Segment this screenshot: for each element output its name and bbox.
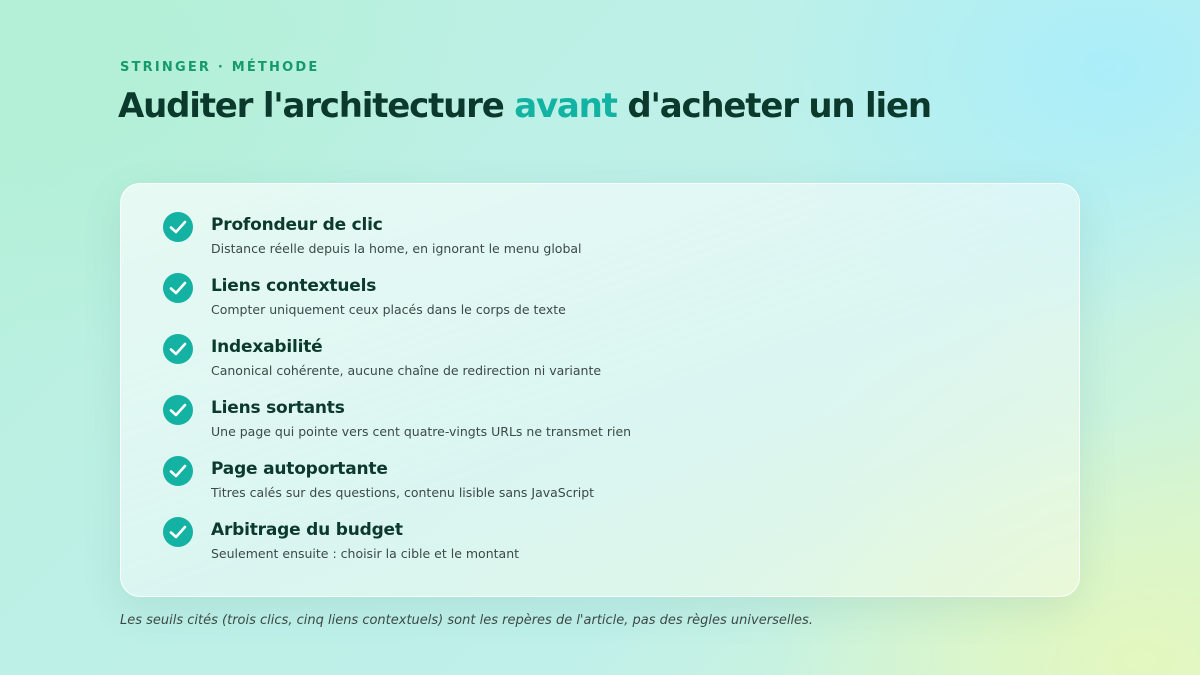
check-circle-icon xyxy=(163,273,193,303)
checklist-card xyxy=(120,183,1080,597)
check-circle-icon xyxy=(163,517,193,547)
title-text-after: d'acheter un lien xyxy=(616,86,931,126)
checklist-item-title: Arbitrage du budget xyxy=(211,520,403,540)
checklist-item-liens-sortants xyxy=(163,367,1023,439)
checklist-item-title: Indexabilité xyxy=(211,337,323,357)
check-circle-icon xyxy=(163,456,193,486)
checklist-item-profondeur xyxy=(163,184,1023,256)
checklist-item-arbitrage-budget xyxy=(163,489,1023,561)
footnote: Les seuils cités (trois clics, cinq liens contextuels) sont les repères de l'article, pas des règles universelles. xyxy=(120,613,813,628)
check-circle-icon xyxy=(163,334,193,364)
checklist-item-description: Titres calés sur des questions, contenu lisible sans JavaScript xyxy=(211,485,595,500)
check-circle-icon xyxy=(163,395,193,425)
checklist-item-title: Profondeur de clic xyxy=(211,215,383,235)
checklist-item-indexabilite xyxy=(163,306,1023,378)
checklist-item-description: Une page qui pointe vers cent quatre-vingts URLs ne transmet rien xyxy=(211,424,632,439)
title-accent-word: avant xyxy=(514,86,617,126)
eyebrow-label: STRINGER · MÉTHODE xyxy=(120,60,320,75)
checklist-item-description: Compter uniquement ceux placés dans le corps de texte xyxy=(211,302,566,317)
title-text-before: Auditer l'architecture xyxy=(118,86,515,126)
checklist-item-liens-contextuels xyxy=(163,245,1023,317)
checklist-item-title: Liens contextuels xyxy=(211,276,377,296)
checklist-item-title: Liens sortants xyxy=(211,398,345,418)
page-title xyxy=(118,86,931,126)
checklist-item-description: Seulement ensuite : choisir la cible et le montant xyxy=(211,546,520,561)
checklist-item-page-autoportante xyxy=(163,428,1023,500)
checklist-item-description: Canonical cohérente, aucune chaîne de redirection ni variante xyxy=(211,363,602,378)
check-circle-icon xyxy=(163,212,193,242)
checklist-item-title: Page autoportante xyxy=(211,459,388,479)
checklist-item-description: Distance réelle depuis la home, en ignorant le menu global xyxy=(211,241,582,256)
